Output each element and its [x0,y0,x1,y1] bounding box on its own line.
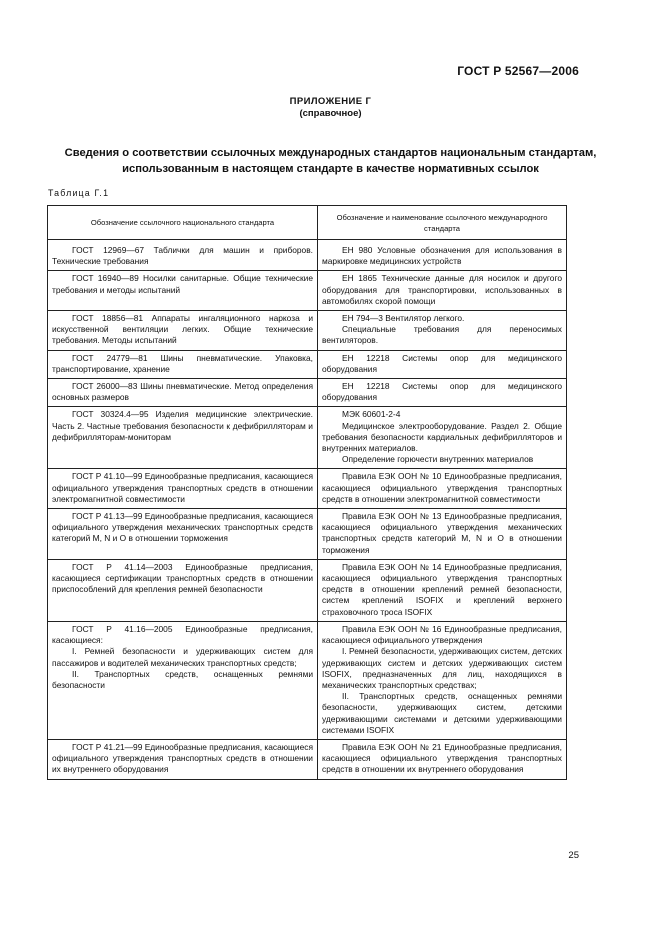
cell-paragraph: Правила ЕЭК ООН № 21 Единообразные предписания, касающиеся официального утверждения транспортных средств в отношении их внутреннего оборудования [322,741,562,775]
cell-paragraph: ГОСТ Р 41.14—2003 Единообразные предписания, касающиеся сертификации транспортных средств в отношении приспособлений для крепления ремней безопасности [52,561,313,595]
national-standard-cell [48,509,318,560]
international-standard-cell [318,350,567,378]
cell-paragraph: ГОСТ Р 41.13—99 Единообразные предписания, касающиеся официального утверждения механических транспортных средств категорий М, N и О в отношении торможения [52,511,313,544]
cell-paragraph: ГОСТ 18856—81 Аппараты ингаляционного наркоза и искусственной вентиляции легких. Общие технические требования. Методы испытаний [52,313,313,346]
cell-paragraph: ГОСТ 24779—81 Шины пневматические. Упаковка, транспортирование, хранение [52,352,313,374]
cell-paragraph: II. Транспортных средств, оснащенных ремнями безопасности, удерживающих систем, детскими удерживающими системами и детскими удерживающими системами ISOFIX [322,691,562,735]
national-standard-cell [48,311,318,351]
international-standard-cell [318,379,567,407]
national-standard-cell [48,407,318,469]
international-standard-cell [318,509,567,560]
international-standard-cell [318,469,567,509]
table-row [48,350,567,378]
cell-paragraph: Правила ЕЭК ООН № 10 Единообразные предписания, касающиеся официального утверждения транспортных средств в отношении электромагнитной совместимости [322,471,562,504]
national-standard-cell [48,739,318,779]
table-row [48,311,567,351]
cell-paragraph: I. Ремней безопасности, удерживающих систем, детских удерживающих систем и детских удерживающих систем ISOFIX, предназначенных для лиц, находящихся в механических транспортных средствах; [322,646,562,690]
cell-paragraph: ЕН 1865 Технические данные для носилок и другого оборудования для транспортировки, использованных в автомобилях скорой помощи [322,273,562,306]
international-standard-cell [318,311,567,351]
column-header-national: Обозначение ссылочного национального стандарта [48,206,318,240]
table-body [48,240,567,780]
table-row [48,240,567,271]
table-row [48,559,567,621]
table-row [48,469,567,509]
table-caption: Таблица Г.1 [48,188,110,198]
cell-paragraph: Правила ЕЭК ООН № 14 Единообразные предписания, касающиеся официального утверждения транспортных средств в отношении креплений ремней безопасности, систем креплений ISOFIX и креплений верхнего страховочного троса ISOFIX [322,561,562,617]
table-row [48,271,567,311]
appendix-subtitle: (справочное) [299,108,362,119]
cell-paragraph: ЕН 980 Условные обозначения для использования в маркировке медицинских устройств [322,245,562,267]
cell-paragraph: Определение горючести внутренних материалов [342,454,534,465]
table-header-row [48,206,567,240]
standards-correspondence-table [47,205,567,780]
international-standard-cell [318,739,567,779]
section-heading: Сведения о соответствии ссылочных международных стандартов национальным стандартам, использованным в настоящем стандарте в качестве нормативных ссылок [64,147,597,175]
international-standard-cell [318,621,567,739]
cell-paragraph: Специальные требования для переносимых вентиляторов. [322,324,562,346]
cell-paragraph: ГОСТ 12969—67 Таблички для машин и приборов. Технические требования [52,245,313,267]
column-header-international: Обозначение и наименование ссылочного международного стандарта [318,206,567,240]
international-standard-cell [318,271,567,311]
international-standard-cell [318,407,567,469]
national-standard-cell [48,240,318,271]
national-standard-cell [48,350,318,378]
international-standard-cell [318,240,567,271]
national-standard-cell [48,379,318,407]
document-standard-number: ГОСТ Р 52567—2006 [457,64,579,78]
table-row [48,621,567,739]
cell-paragraph: ЕН 12218 Системы опор для медицинского оборудования [322,381,562,403]
cell-paragraph: Медицинское электрооборудование. Раздел 2. Общие требования безопасности кардиальных дефибрилляторов и внутренних материалов. [322,420,562,454]
cell-paragraph: МЭК 60601-2-4 [342,409,401,420]
national-standard-cell [48,271,318,311]
cell-paragraph: ГОСТ 26000—83 Шины пневматические. Метод определения основных размеров [52,381,313,403]
cell-paragraph: ГОСТ Р 41.10—99 Единообразные предписания, касающиеся официального утверждения транспортных средств в отношении электромагнитной совместимости [52,471,313,504]
cell-paragraph: Правила ЕЭК ООН № 13 Единообразные предписания, касающиеся официального утверждения механических транспортных средств категорий М, N и О в отношении торможения [322,511,562,555]
table-row [48,379,567,407]
table-row [48,739,567,779]
cell-paragraph: ГОСТ Р 41.21—99 Единообразные предписания, касающиеся официального утверждения транспортных средств в отношении их внутреннего оборудования [52,741,313,775]
cell-paragraph: ГОСТ 30324.4—95 Изделия медицинские электрические. Часть 2. Частные требования безопасности к дефибрилляторам и дефибрилляторам-мониторам [52,409,313,442]
table-row [48,509,567,560]
cell-paragraph: ГОСТ 16940—89 Носилки санитарные. Общие технические требования и методы испытаний [52,273,313,295]
national-standard-cell [48,469,318,509]
national-standard-cell [48,559,318,621]
cell-paragraph: I. Ремней безопасности и удерживающих систем для пассажиров и водителей механических транспортных средств; [52,646,313,668]
cell-paragraph: ГОСТ Р 41.16—2005 Единообразные предписания, касающиеся: [52,623,313,646]
cell-paragraph: Правила ЕЭК ООН № 16 Единообразные предписания, касающиеся официального утверждения [322,623,562,646]
appendix-title: ПРИЛОЖЕНИЕ Г [289,96,372,107]
page-number: 25 [568,850,579,861]
cell-paragraph: ЕН 794—3 Вентилятор легкого. [342,313,465,324]
table-row [48,407,567,469]
cell-paragraph: ЕН 12218 Системы опор для медицинского оборудования [322,352,562,374]
national-standard-cell [48,621,318,739]
international-standard-cell [318,559,567,621]
cell-paragraph: II. Транспортных средств, оснащенных ремнями безопасности [52,668,313,690]
